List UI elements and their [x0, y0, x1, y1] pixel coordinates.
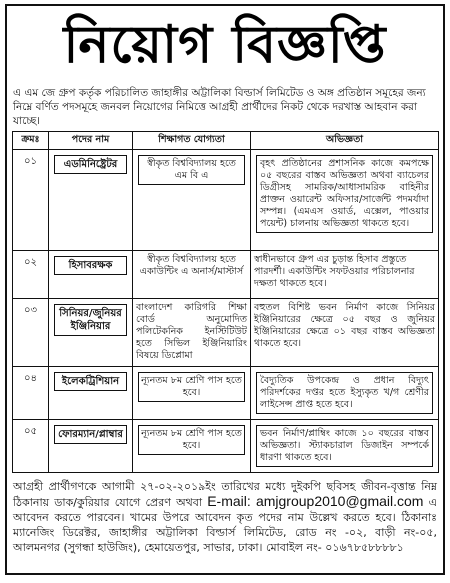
row-experience: বহুতল বিশিষ্ট ভবন নির্মাণ কাজে সিনিয়র ইঞ্জিনিয়ারের ক্ষেত্রে ০৫ বছর ও জুনিয়র ইঞ্জিনিয়ারের ক্ষেত্রে ০১ বছর বাস্তব অভিজ্ঞতা থাকতে হবে। — [254, 302, 435, 349]
table-row — [13, 251, 439, 299]
row-experience: বৈদ্যুতিক উপকেন্দ্র ও প্রধান বিদ্যুৎ পরিদর্শকের দপ্তর হতে ইস্যুকৃত খ/গ শ্রেণীর লাইসেন্স প্রাপ্ত হতে হবে। — [256, 372, 433, 414]
email-label: E-mail: — [207, 493, 251, 509]
row-post: এডমিনিষ্ট্রেটর — [54, 155, 127, 174]
job-advertisement — [5, 4, 445, 575]
intro-paragraph: এ এম জে গ্রুপ কর্তৃক পরিচালিত জাহাঙ্গীর অট্টালিকা বিল্ডার্স লিমিটেড ও অঙ্গ প্রতিষ্ঠান সমূহের জন্য নিম্নে বর্ণিত পদসমূহে জনবল নিয়োগের নিমিত্তে আগ্রহী প্রার্থীদের নিকট থেকে দরখাস্ত আহবান করা যাচ্ছে। — [13, 87, 426, 127]
ad-title: নিয়োগ বিজ্ঞপ্তি — [63, 14, 387, 75]
row-serial: ০২ — [13, 251, 49, 299]
instructions-text: আগ্রহী প্রার্থীগণকে আগামী ২৭-০২-২০১৯ইং তারিখের মধ্যে দুইকপি ছবিসহ জীবন-বৃত্তান্ত নিম্ন ঠিকানায় ডাক/কুরিয়ার যোগে প্রেরণ অথবা — [13, 480, 437, 509]
row-qualification: স্বীকৃত বিশ্ববিদ্যালয় হতে এম বি এ — [138, 155, 245, 185]
address-text: এ আবেদন করতে পারবেন। খামের উপরে আবেদন কৃত পদের নাম উল্লেখ করতে হবে। ঠিকানাঃ ম্যানেজিং ডিরেক্টর, জাহাঙ্গীর অট্টালিকা বিল্ডার্স লিমিটেড, রোড নং -০২, বাড়ী নং-০৫, আলমনগর (সুগন্ধা হাউজিং), হেমায়েতপুর, সাভার, ঢাকা। মোবাইল নং- ০১৬৭৮৫৮৮৮৮১ — [13, 496, 438, 554]
header-experience: অভিজ্ঞতা — [251, 132, 439, 150]
header-qualification: শিক্ষাগত যোগ্যতা — [133, 132, 251, 150]
row-experience: বৃহৎ প্রতিষ্ঠানের প্রশাসনিক কাজে কমপক্ষে ০৫ বছরের বাস্তব অভিজ্ঞতা অথবা ব্যাচেলর ডিগ্রীসহ সামরিক/আধাসামরিক বাহিনীর প্রাক্তন ওয়ারেন্ট অফিসার/সার্জেন্ট পদমর্যাদা সম্পন্ন। (এমএস ওয়ার্ড, এক্সেল, পাওয়ার পয়েন্ট) চালনায় অভিজ্ঞতা থাকতে হবে। — [256, 155, 433, 233]
row-serial: ০৪ — [13, 367, 49, 420]
header-post: পদের নাম — [49, 132, 133, 150]
application-instructions — [7, 473, 443, 555]
table-header-row — [13, 132, 439, 150]
row-qualification: ন্যূনতম ৮ম শ্রেণি পাস হতে হবে। — [138, 425, 245, 455]
row-experience: স্বাধীনভাবে গ্রুপ এর চুড়ান্ত হিসাব প্রস্তুতে পারদর্শী। একাউন্টিং সফটওয়ার পরিচালনার দক্ষতা থাকতে হবে। — [254, 254, 415, 289]
row-post: ফোরম্যান/প্লাম্বার — [54, 425, 127, 444]
row-post: সিনিয়র/জুনিয়র ইঞ্জিনিয়ার — [54, 304, 127, 336]
row-experience: ভবন নির্মাণ/প্লাম্বিং কাজে ১০ বছরের বাস্তব অভিজ্ঞতা। স্ট্যাকচারাল ডিজাইন সম্পর্কে ধারণা থাকতে হবে। — [256, 425, 433, 467]
row-post: ইলেকট্রিশিয়ান — [54, 372, 127, 391]
job-table — [12, 131, 439, 473]
table-row — [13, 299, 439, 367]
row-qualification: ন্যূনতম ৮ম শ্রেণি পাস হতে হবে। — [138, 372, 245, 402]
table-row — [13, 150, 439, 251]
row-serial: ০৩ — [13, 299, 49, 367]
row-post: হিসাবরক্ষক — [54, 256, 127, 275]
row-qualification: স্বীকৃত বিশ্ববিদ্যালয় হতে একাউন্টিং এ অনার্স/মাস্টার্স — [139, 254, 244, 277]
email-address: amjgroup2010@gmail.com — [255, 493, 424, 509]
table-row — [13, 420, 439, 473]
header-serial: ক্রমঃ — [13, 132, 49, 150]
row-serial: ০৫ — [13, 420, 49, 473]
row-serial: ০১ — [13, 150, 49, 251]
row-qualification: বাংলাদেশ কারিগরি শিক্ষা বোর্ড অনুমোদিত পলিটেকনিক ইনস্টিটিউট হতে সিভিল ইঞ্জিনিয়ারিং বিষয়ে ডিপ্লোমা — [136, 302, 247, 361]
table-row — [13, 367, 439, 420]
